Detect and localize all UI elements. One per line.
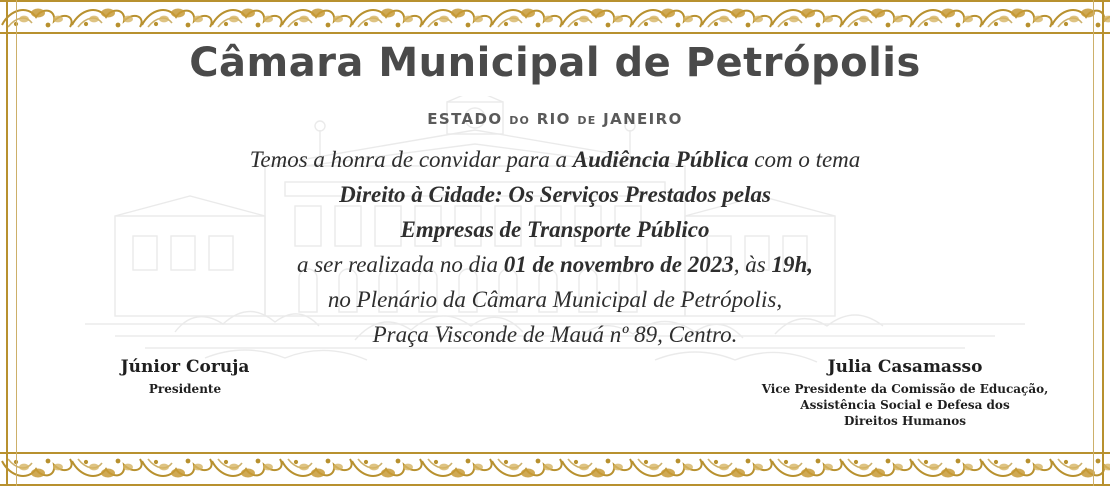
body-line-5: no Plenário da Câmara Municipal de Petrópolis, [327,287,783,312]
event-date: 01 de novembro de 2023 [503,252,734,277]
body-line-1-highlight: Audiência Pública [572,147,749,172]
body-line-1-post: com o tema [748,147,861,172]
signature-right-role [740,381,1070,429]
invitation-body [0,142,1110,352]
signature-right-role-line-2: Assistência Social e Defesa dos [800,398,1010,412]
theme-line-1: Direito à Cidade: Os Serviços Prestados pelas [339,182,771,207]
subtitle-janeiro: JANEIRO [603,110,683,128]
page-title: Câmara Municipal de Petrópolis [189,40,921,86]
body-line-6: Praça Visconde de Mauá nº 89, Centro. [372,322,738,347]
signature-right [740,356,1070,429]
body-line-4 [0,247,1110,282]
signature-left-role: Presidente [148,382,222,396]
body-line-4-mid: , às [733,252,772,277]
subtitle-do: DO [509,114,531,127]
signature-block [0,356,1110,456]
signature-left-name: Júnior Coruja [120,357,250,377]
theme-line-2: Empresas de Transporte Público [400,217,710,242]
body-line-4-pre: a ser realizada no dia [296,252,504,277]
body-line-1 [0,142,1110,177]
event-time: 19h, [771,252,813,277]
signature-right-role-line-1: Vice Presidente da Comissão de Educação, [761,382,1049,396]
subtitle-estado: ESTADO [427,110,503,128]
subtitle-de: DE [577,114,597,127]
signature-right-name: Julia Casamasso [827,357,983,377]
body-line-3 [0,212,1110,247]
state-subtitle [0,110,1110,128]
body-line-1-pre: Temos a honra de convidar para a [249,147,573,172]
signature-left [40,356,330,397]
signature-right-role-line-3: Direitos Humanos [844,414,966,428]
body-line-2 [0,177,1110,212]
subtitle-rio: RIO [536,110,571,128]
